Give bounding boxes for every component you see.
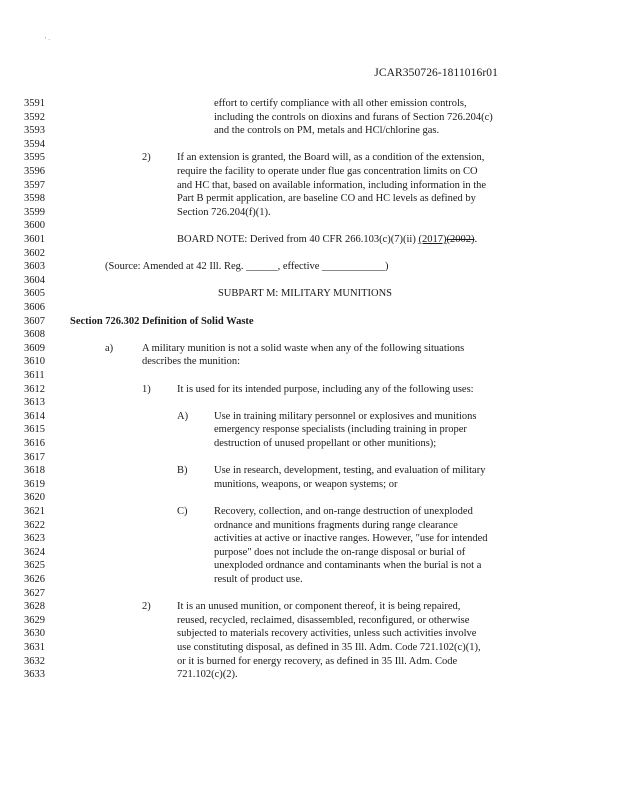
line-number: 3609 (24, 342, 45, 354)
body-line: unexploded ordnance and contaminants when the burial is not a (214, 560, 482, 572)
line-number: 3612 (24, 383, 45, 395)
body-line: reused, recycled, reclaimed, disassembled, reconfigured, or otherwise (177, 614, 470, 626)
body-line: result of product use. (214, 574, 303, 585)
line-number: 3617 (24, 451, 45, 463)
line-number: 3619 (24, 478, 45, 490)
item-label: 2) (142, 601, 151, 613)
line-number: 3607 (24, 315, 45, 327)
body-line: 721.102(c)(2). (177, 669, 238, 681)
body-line: It is an unused munition, or component thereof, it is being repaired, (177, 601, 461, 613)
body-line: or it is burned for energy recovery, as defined in 35 Ill. Adm. Code (177, 655, 458, 667)
line-number: 3625 (24, 560, 45, 572)
line-number: 3611 (24, 370, 45, 381)
body-line: munitions, weapons, or weapon systems; or (214, 478, 398, 490)
line-number: 3620 (24, 492, 45, 504)
line-number: 3595 (24, 152, 45, 164)
line-number: 3624 (24, 546, 45, 558)
line-number: 3605 (24, 288, 45, 300)
line-number: 3596 (24, 166, 45, 177)
body-line: including the controls on dioxins and furans of Section 726.204(c) (214, 111, 493, 123)
added-text: (2017) (418, 234, 447, 245)
board-note-end: . (474, 234, 478, 245)
line-number: 3616 (24, 438, 45, 449)
item-label: 1) (142, 383, 151, 395)
item-label: 2) (142, 152, 151, 164)
line-number: 3600 (24, 220, 45, 232)
deleted-text: (2002) (446, 234, 475, 245)
body-line: describes the munition: (142, 356, 240, 368)
body-line: activities at active or inactive ranges. However, "use for intended (214, 533, 488, 545)
line-number: 3598 (24, 193, 45, 205)
body-line: ordnance and munitions fragments during range clearance (214, 519, 458, 531)
line-number: 3618 (24, 465, 45, 477)
line-number: 3622 (24, 519, 45, 531)
item-label: A) (177, 410, 189, 422)
scan-specks: ' · (45, 36, 51, 44)
body-line: Use in research, development, testing, and evaluation of military (214, 465, 486, 477)
line-number: 3615 (24, 424, 45, 436)
line-number: 3601 (24, 234, 45, 245)
line-number: 3632 (24, 655, 45, 667)
body-line: Use in training military personnel or explosives and munitions (214, 410, 477, 422)
document-id: JCAR350726-1811016r01 (374, 67, 498, 79)
line-number: 3592 (24, 111, 45, 123)
board-note-text: BOARD NOTE: Derived from 40 CFR 266.103(c)(7)(ii) (177, 234, 419, 245)
line-number: 3604 (24, 274, 45, 286)
line-number: 3614 (24, 410, 45, 422)
line-number: 3593 (24, 125, 45, 137)
body-line: effort to certify compliance with all other emission controls, (214, 98, 467, 109)
line-number: 3606 (24, 302, 45, 313)
line-number: 3631 (24, 642, 45, 653)
line-number: 3602 (24, 247, 45, 259)
body-line: use constituting disposal, as defined in 35 Ill. Adm. Code 721.102(c)(1), (177, 642, 481, 653)
line-number: 3627 (24, 587, 45, 599)
body-line: and the controls on PM, metals and HCl/chlorine gas. (214, 125, 440, 137)
body-line: subjected to materials recovery activities, unless such activities involve (177, 628, 477, 640)
body-line: and HC that, based on available information, including information in the (177, 179, 487, 191)
body-line: require the facility to operate under flue gas concentration limits on CO (177, 166, 478, 177)
body-line: It is used for its intended purpose, including any of the following uses: (177, 383, 474, 395)
line-number: 3628 (24, 601, 45, 613)
item-label: a) (105, 342, 114, 354)
line-number: 3621 (24, 506, 45, 517)
board-note (177, 233, 477, 247)
body-line: destruction of unused propellant or other munitions); (214, 438, 437, 449)
line-number: 3603 (24, 261, 45, 273)
body-line: purpose" does not include the on-range disposal or burial of (214, 546, 466, 558)
body-line: Section 726.204(f)(1). (177, 206, 271, 218)
body-line: Recovery, collection, and on-range destruction of unexploded (214, 506, 473, 517)
body-line: Part B permit application, are baseline CO and HC levels as defined by (177, 193, 476, 205)
line-number: 3597 (24, 179, 45, 191)
line-number: 3591 (24, 98, 45, 109)
source-note: (Source: Amended at 42 Ill. Reg. ______, effective ____________) (105, 261, 389, 273)
line-number: 3608 (24, 329, 45, 341)
line-number: 3629 (24, 614, 45, 626)
line-number: 3626 (24, 574, 45, 585)
subpart-heading: SUBPART M: MILITARY MUNITIONS (217, 288, 393, 300)
line-number: 3594 (24, 138, 45, 150)
line-number: 3599 (24, 206, 45, 218)
line-number: 3613 (24, 397, 45, 409)
item-label: B) (177, 465, 188, 477)
body-line: emergency response specialists (including training in proper (214, 424, 467, 436)
line-number: 3610 (24, 356, 45, 368)
section-heading: Section 726.302 Definition of Solid Waste (70, 315, 254, 327)
body-line: A military munition is not a solid waste when any of the following situations (142, 342, 465, 354)
item-label: C) (177, 506, 188, 517)
body-line: If an extension is granted, the Board will, as a condition of the extension, (177, 152, 485, 164)
line-number: 3623 (24, 533, 45, 545)
line-number: 3633 (24, 669, 45, 681)
line-number: 3630 (24, 628, 45, 640)
